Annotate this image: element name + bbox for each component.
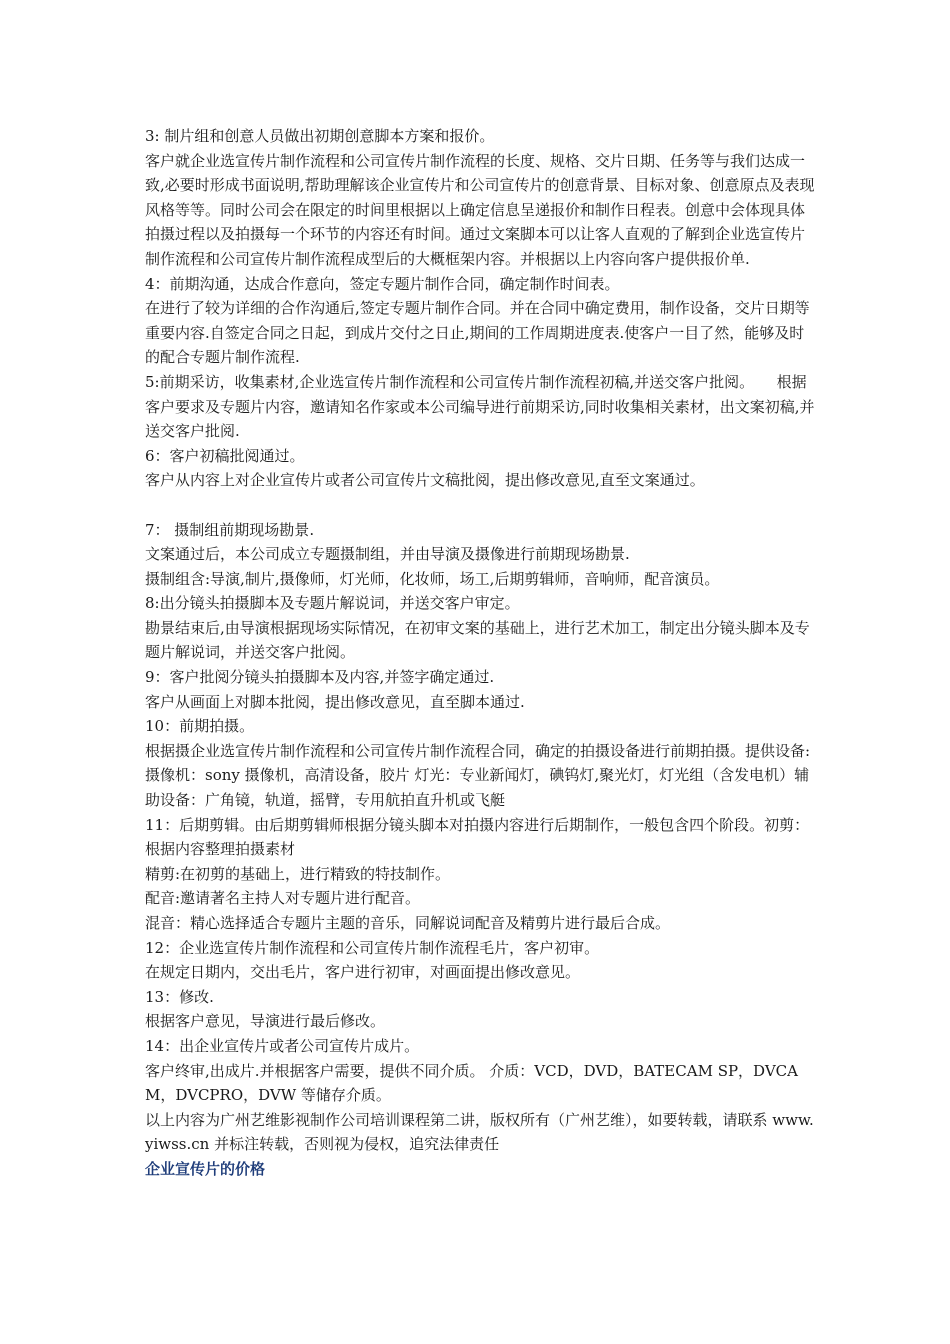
paragraph-step4-body: 在进行了较为详细的合作沟通后,签定专题片制作合同。并在合同中确定费用，制作设备，交片日期等重要内容.自签定合同之日起，到成片交付之日止,期间的工作周期进度表.使客户一目了然，能够及时的配合专题片制作流程. — [145, 299, 810, 367]
paragraph-step12-body: 在规定日期内，交出毛片，客户进行初审，对画面提出修改意见。 — [145, 963, 581, 982]
paragraph-step8-title: 8:出分镜头拍摄脚本及专题片解说词，并送交客户审定。 — [145, 594, 520, 613]
paragraph-step6-title: 6：客户初稿批阅通过。 — [145, 446, 305, 465]
paragraph-step7-body: 文案通过后，本公司成立专题摄制组，并由导演及摄像进行前期现场勘景. — [145, 545, 630, 564]
paragraph-step8-body: 勘景结束后,由导演根据现场实际情况，在初审文案的基础上，进行艺术加工，制定出分镜头脚本及专题片解说词，并送交客户批阅。 — [145, 618, 810, 662]
paragraph-step9-title: 9：客户批阅分镜头拍摄脚本及内容,并签字确定通过. — [145, 668, 495, 687]
paragraph-step3-title: 3: 制片组和创意人员做出初期创意脚本方案和报价。 — [145, 127, 495, 145]
paragraph-step9-body: 客户从画面上对脚本批阅，提出修改意见，直至脚本通过. — [145, 692, 525, 711]
paragraph-dubbing: 配音:邀请著名主持人对专题片进行配音。 — [145, 889, 421, 908]
section-heading-price[interactable]: 企业宣传片的价格 — [145, 1159, 266, 1178]
paragraph-step6-body: 客户从内容上对企业宣传片或者公司宣传片文稿批阅，提出修改意见,直至文案通过。 — [145, 471, 705, 490]
paragraph-step7-title: 7： 摄制组前期现场勘景. — [145, 520, 315, 539]
paragraph-mixing: 混音：精心选择适合专题片主题的音乐，同解说词配音及精剪片进行最后合成。 — [145, 914, 671, 932]
paragraph-crew-list: 摄制组含:导演,制片,摄像师，灯光师，化妆师，场工,后期剪辑师，音响师，配音演员。 — [145, 569, 720, 588]
paragraph-spacer — [145, 493, 815, 518]
paragraph-step3-body: 客户就企业选宣传片制作流程和公司宣传片制作流程的长度、规格、交片日期、任务等与我们达成一致,必要时形成书面说明,帮助理解该企业宣传片和公司宣传片的创意背景、目标对象、创意原点及表现风格等等。同时公司会在限定的时间里根据以上确定信息呈递报价和制作日程表。创意中会体现具体拍摄过程以及拍摄每一个环节的内容还有时间。通过文案脚本可以让客人直观的了解到企业选宣传片制作流程和公司宣传片制作流程成型后的大概框架内容。并根据以上内容向客户提供报价单. — [145, 151, 815, 268]
paragraph-step14-body: 客户终审,出成片.并根据客户需要，提供不同介质。 介质：VCD，DVD，BATECAM SP，DVCAM，DVCPRO，DVW 等储存介质。 — [145, 1061, 798, 1105]
document-body — [145, 124, 815, 1182]
paragraph-step12-title: 12：企业选宣传片制作流程和公司宣传片制作流程毛片，客户初审。 — [145, 938, 600, 957]
paragraph-step14-title: 14：出企业宣传片或者公司宣传片成片。 — [145, 1036, 420, 1055]
paragraph-step13-body: 根据客户意见，导演进行最后修改。 — [145, 1012, 386, 1031]
paragraph-copyright: 以上内容为广州艺维影视制作公司培训课程第二讲，版权所有（广州艺维），如要转载，请联系 www.yiwss.cn 并标注转载，否则视为侵权，追究法律责任 — [145, 1110, 814, 1154]
paragraph-step10-title: 10：前期拍摄。 — [145, 717, 255, 736]
paragraph-step5: 5:前期采访，收集素材,企业选宣传片制作流程和公司宣传片制作流程初稿,并送交客户批阅。 根据客户要求及专题片内容，邀请知名作家或本公司编导进行前期采访,同时收集相关素材，出文案初稿,并送交客户批阅. — [145, 372, 815, 441]
paragraph-step13-title: 13：修改. — [145, 987, 214, 1006]
paragraph-step10-body: 根据摄企业选宣传片制作流程和公司宣传片制作流程合同，确定的拍摄设备进行前期拍摄。提供设备:摄像机：sony 摄像机，高清设备，胶片 灯光：专业新闻灯，碘钨灯,聚光灯，灯光组（含发电机）辅助设备：广角镜，轨道，摇臂，专用航拍直升机或飞艇 — [145, 741, 811, 810]
paragraph-step11: 11：后期剪辑。由后期剪辑师根据分镜头脚本对拍摄内容进行后期制作，一般包含四个阶段。初剪：根据内容整理拍摄素材 — [145, 815, 810, 859]
paragraph-fine-cut: 精剪:在初剪的基础上，进行精致的特技制作。 — [145, 864, 451, 883]
paragraph-step4-title: 4：前期沟通，达成合作意向，签定专题片制作合同，确定制作时间表。 — [145, 274, 620, 293]
